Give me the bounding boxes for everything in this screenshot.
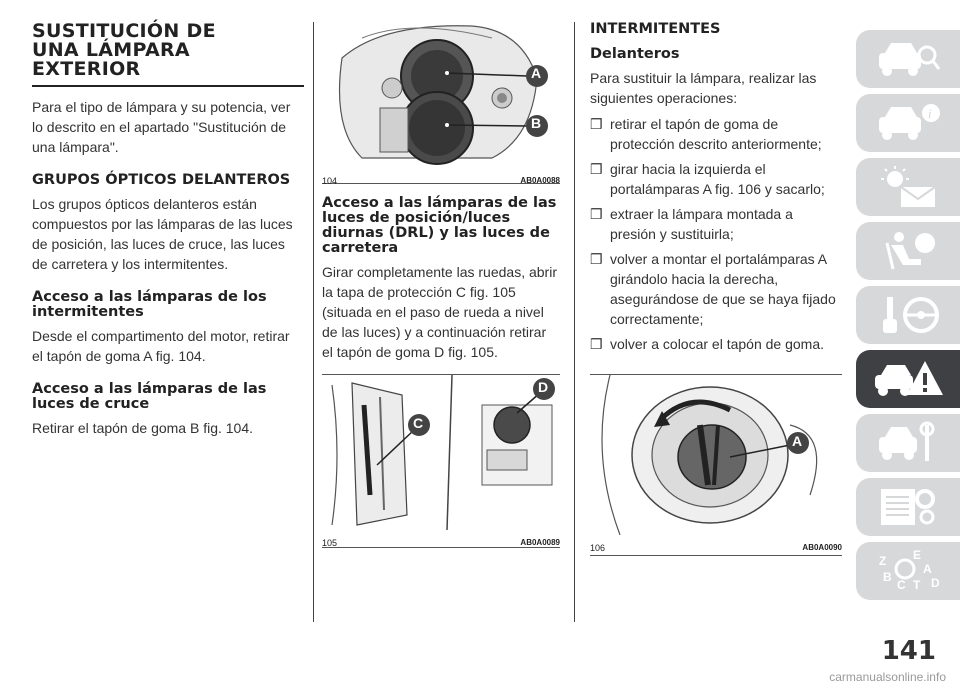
step-text: extraer la lámpara montada a presión y sustituirla; — [610, 206, 793, 242]
figure-106 — [590, 374, 842, 556]
subsection-body-intermitentes: Desde el compartimento del motor, retirar el tapón de goma A fig. 104. — [32, 328, 290, 364]
car-info-icon — [873, 101, 943, 145]
checkbox-bullet-icon: ❒ — [590, 336, 603, 352]
section-title: GRUPOS ÓPTICOS DELANTEROS — [32, 172, 291, 188]
svg-text:C: C — [897, 578, 906, 592]
section-body: Los grupos ópticos delanteros están compuestos por las lámparas de las luces de posición, las luces de cruce, las luces de carretera y los intermitentes. — [32, 196, 293, 272]
checkbox-bullet-icon: ❒ — [590, 206, 603, 222]
callout-label-d: D — [538, 379, 549, 395]
wheel-arch-illustration — [322, 375, 560, 530]
figure-caption — [322, 535, 560, 548]
tab-airbag-seat[interactable] — [856, 222, 960, 280]
svg-text:B: B — [883, 570, 892, 584]
column-divider-2 — [574, 22, 575, 622]
headlight-illustration — [322, 18, 560, 168]
title-rule — [32, 85, 304, 87]
checkbox-bullet-icon: ❒ — [590, 116, 603, 132]
figure-caption — [590, 540, 842, 553]
checkbox-bullet-icon: ❒ — [590, 251, 603, 267]
airbag-seat-icon — [873, 229, 943, 273]
figure-number: 105 — [322, 538, 338, 548]
subsection-title-cruce: Acceso a las lámparas de las luces de cruce — [32, 381, 267, 412]
list-item — [590, 249, 842, 329]
intro-text: Para el tipo de lámpara y su potencia, ver lo descrito en el apartado "Sustitución de una lámpara". — [32, 99, 291, 155]
column-right — [590, 22, 842, 556]
car-search-icon — [873, 37, 943, 81]
svg-text:A: A — [923, 562, 932, 576]
figure-number: 106 — [590, 543, 606, 553]
subsection-title-posicion: Acceso a las lámparas de las luces de posición/luces diurnas (DRL) y las luces de carretera — [322, 195, 557, 256]
list-item — [590, 334, 842, 354]
callout-label-a: A — [792, 433, 803, 449]
tab-car-info[interactable] — [856, 94, 960, 152]
tab-specs-gear[interactable] — [856, 478, 960, 536]
figure-104 — [322, 18, 560, 184]
subsection-title-intermitentes: Acceso a las lámparas de los intermitentes — [32, 289, 267, 320]
svg-text:Z: Z — [879, 554, 887, 568]
watermark: carmanualsonline.info — [829, 670, 946, 684]
steps-list — [590, 114, 842, 354]
svg-text:E: E — [913, 549, 922, 562]
figure-code: AB0A0090 — [802, 543, 842, 552]
tab-car-emergency[interactable] — [856, 350, 960, 408]
subsection-title-delanteros: Delanteros — [590, 46, 680, 62]
step-text: girar hacia la izquierda el portalámparas A fig. 106 y sacarlo; — [610, 161, 825, 197]
chapter-tabs — [856, 30, 960, 606]
tab-index[interactable] — [856, 542, 960, 600]
turn-signal-illustration — [590, 375, 842, 535]
dashboard-warning-icon — [873, 165, 943, 209]
subsection-body-posicion: Girar completamente las ruedas, abrir la tapa de protección C fig. 105 (situada en el paso de rueda a nivel de las luces) y a continuación retirar el tapón de goma D fig. 105. — [322, 264, 557, 360]
page-title — [32, 22, 304, 79]
figure-code: AB0A0088 — [520, 176, 560, 185]
figure-caption — [322, 173, 560, 186]
tab-dashboard-warning[interactable] — [856, 158, 960, 216]
tab-car-search[interactable] — [856, 30, 960, 88]
title-line: UNA LÁMPARA — [32, 39, 190, 61]
step-text: volver a montar el portalámparas A girándolo hacia la derecha, asegurándose de que se haya fijado correctamente; — [610, 251, 836, 327]
key-steering-icon — [873, 293, 943, 337]
step-text: volver a colocar el tapón de goma. — [610, 336, 825, 352]
figure-105 — [322, 374, 560, 548]
svg-text:i: i — [928, 106, 932, 121]
column-middle — [322, 22, 560, 548]
index-letters-icon — [873, 549, 943, 593]
tab-car-maintenance[interactable] — [856, 414, 960, 472]
section-title-intermitentes: INTERMITENTES — [590, 21, 721, 37]
subsection-body-cruce: Retirar el tapón de goma B fig. 104. — [32, 420, 254, 436]
checkbox-bullet-icon: ❒ — [590, 161, 603, 177]
svg-text:D: D — [931, 576, 940, 590]
title-line: SUSTITUCIÓN DE — [32, 20, 216, 42]
list-item — [590, 159, 842, 199]
tab-key-steering[interactable] — [856, 286, 960, 344]
list-item — [590, 114, 842, 154]
figure-number: 104 — [322, 176, 338, 186]
column-divider-1 — [313, 22, 314, 622]
car-maintenance-icon — [873, 421, 943, 465]
steps-intro: Para sustituir la lámpara, realizar las siguientes operaciones: — [590, 70, 817, 106]
step-text: retirar el tapón de goma de protección descrito anteriormente; — [610, 116, 822, 152]
callout-label-c: C — [413, 415, 424, 431]
column-left — [32, 22, 304, 438]
list-item — [590, 204, 842, 244]
specs-gear-icon — [873, 485, 943, 529]
title-line: EXTERIOR — [32, 58, 141, 80]
svg-text:T: T — [913, 578, 921, 592]
page-number: 141 — [881, 636, 936, 666]
car-emergency-icon — [871, 357, 945, 401]
figure-code: AB0A0089 — [520, 538, 560, 547]
callout-label-a: A — [531, 65, 542, 81]
callout-label-b: B — [531, 115, 542, 131]
